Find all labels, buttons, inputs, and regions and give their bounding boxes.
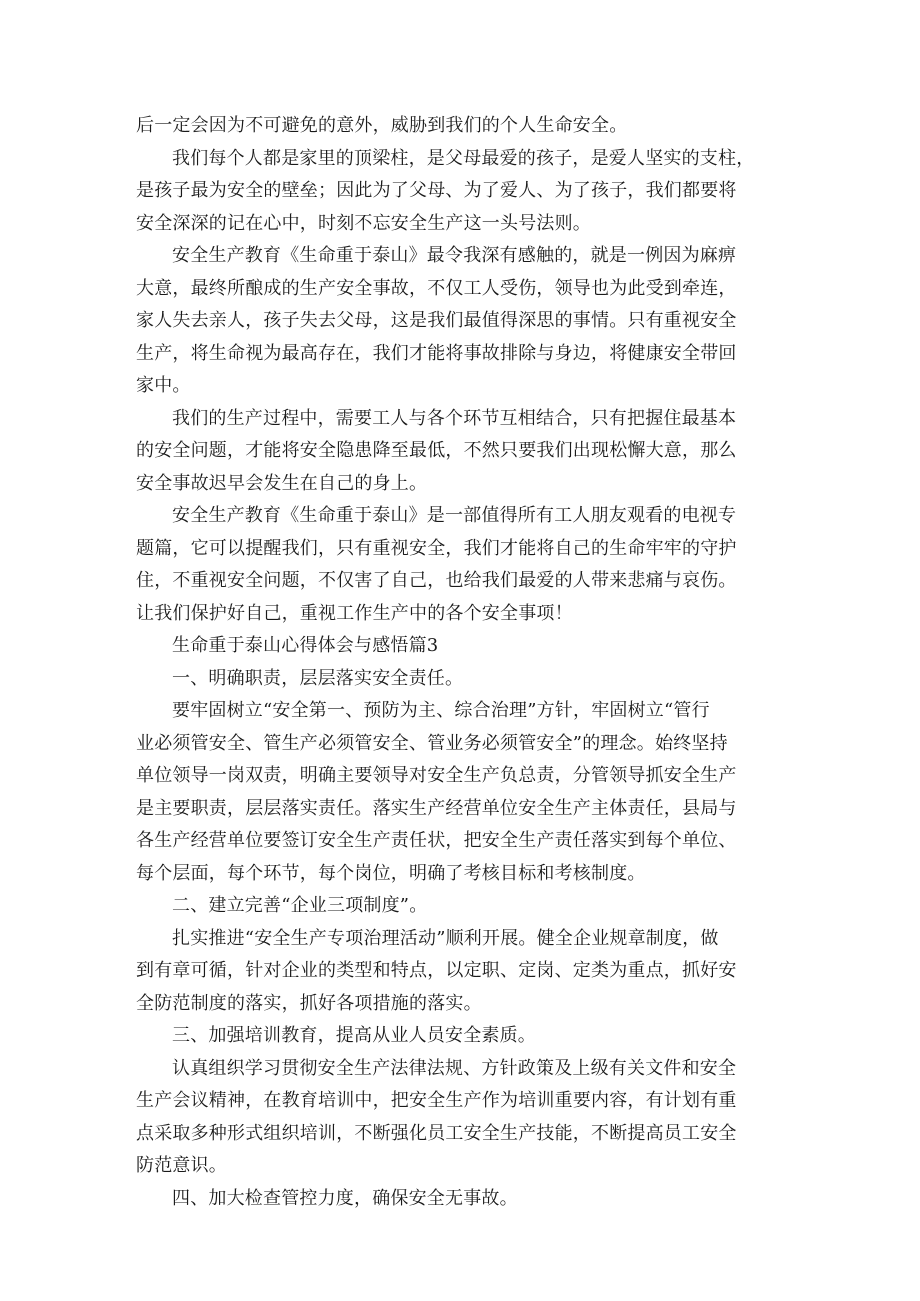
text-line: 生产会议精神，在教育培训中，把安全生产作为培训重要内容，有计划有重 (136, 1090, 737, 1111)
paragraph (136, 110, 788, 143)
text-line: 家人失去亲人，孩子失去父母，这是我们最值得深思的事情。只有重视安全 (136, 310, 737, 331)
text-line: 三、加强培训教育，提高从业人员安全素质。 (172, 1025, 536, 1046)
text-line: 每个层面，每个环节，每个岗位，明确了考核目标和考核制度。 (136, 862, 646, 884)
paragraph (136, 1183, 788, 1216)
paragraph (136, 890, 788, 923)
text-line: 题篇，它可以提醒我们，只有重视安全，我们才能将自己的生命牢牢的守护 (136, 537, 737, 559)
paragraph (136, 663, 788, 696)
paragraph (136, 1053, 788, 1183)
paragraph (136, 240, 788, 403)
text-line: 二、建立完善“企业三项制度”。 (172, 895, 428, 916)
text-line: 生产，将生命视为最高存在，我们才能将事故排除与身边，将健康安全带回 (136, 342, 737, 364)
text-line: 安全生产教育《生命重于泰山》是一部值得所有工人朋友观看的电视专 (172, 505, 737, 526)
text-line: 大意，最终所酿成的生产安全事故，不仅工人受伤，领导也为此受到牵连， (136, 277, 737, 299)
text-line: 防范意识。 (136, 1155, 227, 1176)
text-line: 我们的生产过程中，需要工人与各个环节互相结合，只有把握住最基本 (172, 407, 737, 429)
text-line: 我们每个人都是家里的顶梁柱，是父母最爱的孩子，是爱人坚实的支柱， (172, 147, 755, 169)
paragraph (136, 403, 788, 501)
text-line: 家中。 (136, 375, 191, 396)
text-line: 的安全问题，才能将安全隐患降至最低，不然只要我们出现松懈大意，那么 (136, 440, 737, 461)
text-line: 生命重于泰山心得体会与感悟篇3 (172, 635, 439, 656)
text-line: 认真组织学习贯彻安全生产法律法规、方针政策及上级有关文件和安全 (172, 1057, 737, 1079)
text-line: 到有章可循，针对企业的类型和特点，以定职、定岗、定类为重点，抓好安 (136, 960, 737, 981)
text-line: 扎实推进“安全生产专项治理活动”顺利开展。健全企业规章制度，做 (172, 927, 719, 949)
text-line: 点采取多种形式组织培训，不断强化员工安全生产技能，不断提高员工安全 (136, 1122, 737, 1144)
text-line: 住，不重视安全问题，不仅害了自己，也给我们最爱的人带来悲痛与哀伤。 (136, 570, 737, 591)
text-line: 安全深深的记在心中，时刻不忘安全生产这一头号法则。 (136, 212, 591, 234)
text-line: 后一定会因为不可避免的意外，威胁到我们的个人生命安全。 (136, 115, 628, 136)
paragraph (136, 143, 788, 241)
text-line: 四、加大检查管控力度，确保安全无事故。 (172, 1187, 518, 1209)
paragraph (136, 923, 788, 1021)
document-body (136, 110, 788, 1215)
paragraph (136, 1020, 788, 1053)
text-line: 各生产经营单位要签订安全生产责任状，把安全生产责任落实到每个单位、 (136, 830, 737, 851)
text-line: 全防范制度的落实，抓好各项措施的落实。 (136, 992, 482, 1014)
text-line: 安全事故迟早会发生在自己的身上。 (136, 472, 428, 494)
paragraph (136, 630, 788, 663)
text-line: 是主要职责，层层落实责任。落实生产经营单位安全生产主体责任，县局与 (136, 797, 737, 819)
paragraph (136, 695, 788, 890)
text-line: 安全生产教育《生命重于泰山》最令我深有感触的，就是一例因为麻痹 (172, 245, 737, 266)
text-line: 是孩子最为安全的壁垒；因此为了父母、为了爱人、为了孩子，我们都要将 (136, 180, 737, 201)
text-line: 让我们保护好自己，重视工作生产中的各个安全事项！ (136, 602, 573, 624)
text-line: 单位领导一岗双责，明确主要领导对安全生产负总责，分管领导抓安全生产 (136, 765, 737, 786)
text-line: 要牢固树立“安全第一、预防为主、综合治理”方针，牢固树立“管行 (172, 700, 710, 721)
text-line: 业必须管安全、管生产必须管安全、管业务必须管安全”的理念。始终坚持 (136, 732, 728, 754)
text-line: 一、明确职责，层层落实安全责任。 (172, 667, 464, 689)
paragraph (136, 500, 788, 630)
